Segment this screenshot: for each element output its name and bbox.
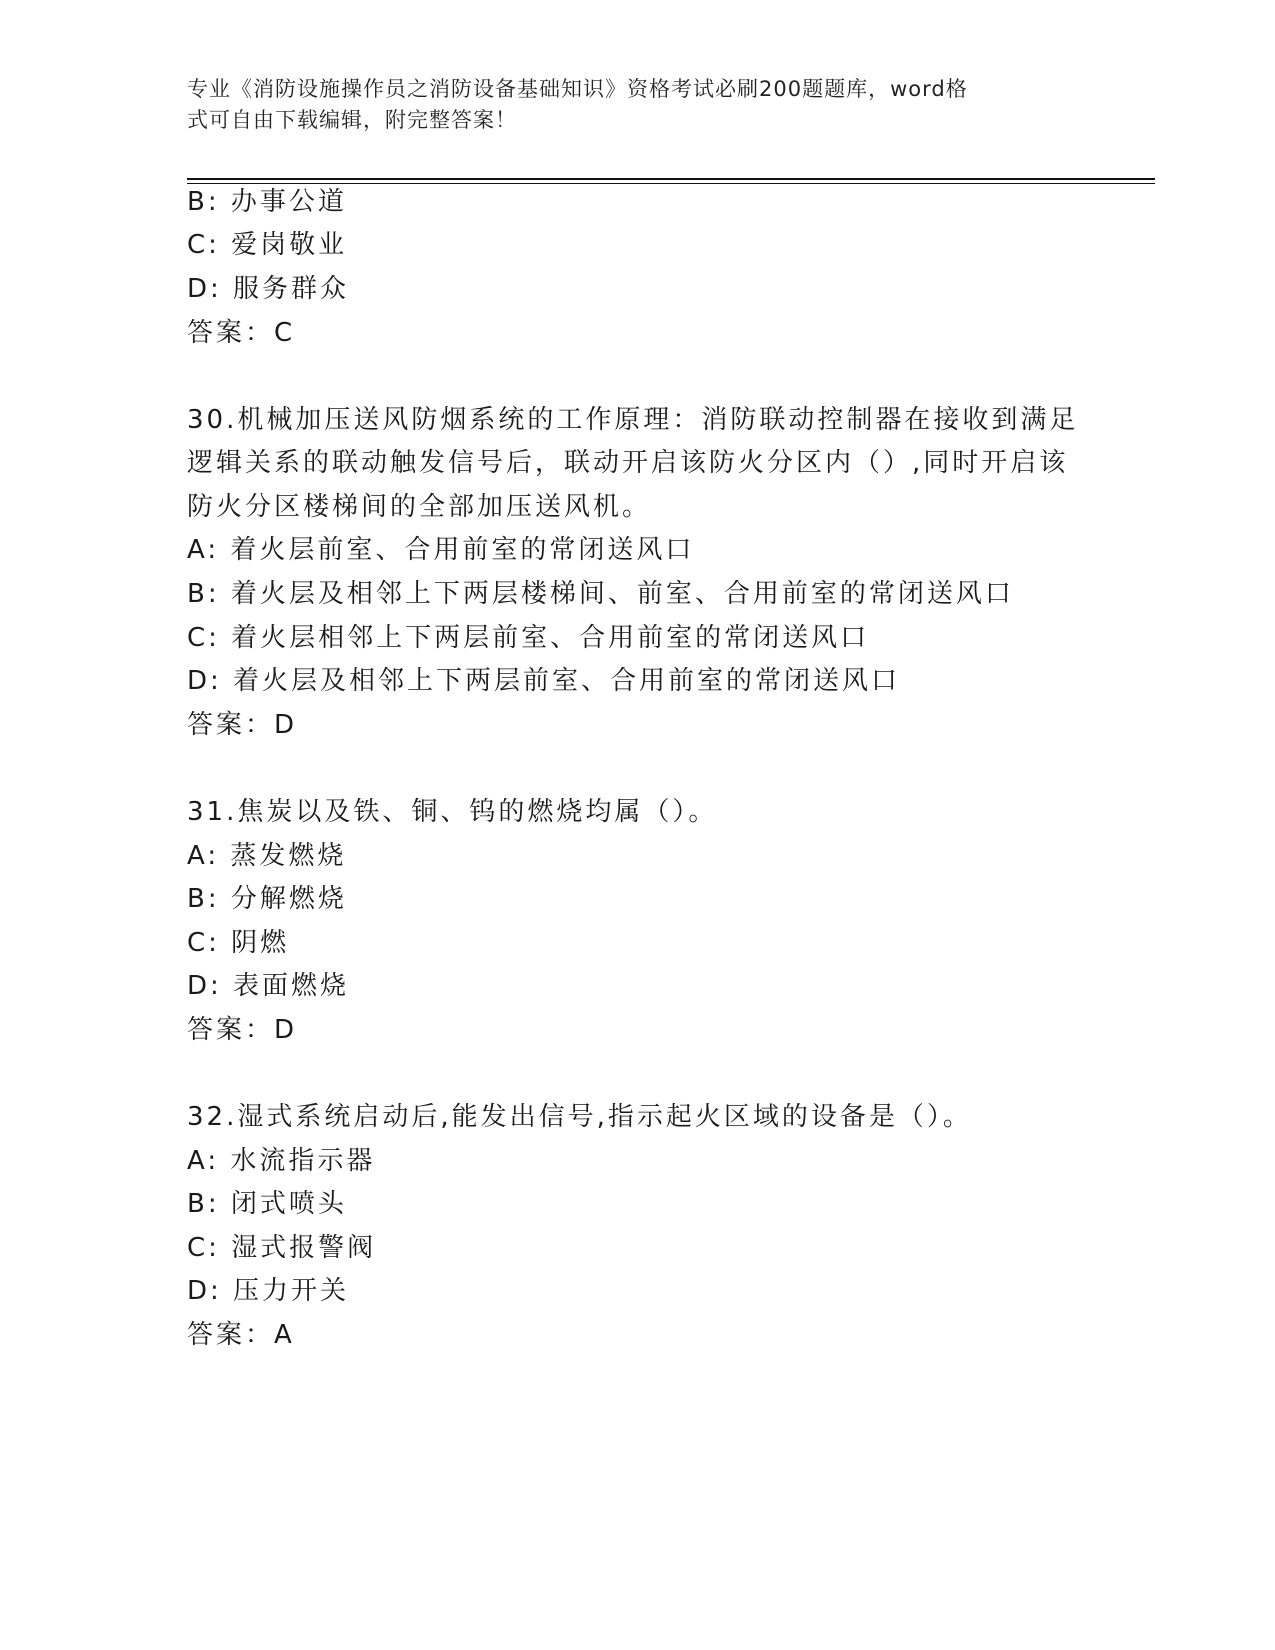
q31-option-c: C: 阴燃 xyxy=(187,928,290,958)
prev-answer: 答案：C xyxy=(187,318,296,348)
q32-option-a: A: 水流指示器 xyxy=(187,1146,376,1176)
prev-option-b: B: 办事公道 xyxy=(187,187,347,217)
q32-answer: 答案：A xyxy=(187,1320,295,1350)
q31-answer: 答案：D xyxy=(187,1015,298,1045)
q30-text-line-1: 30.机械加压送风防烟系统的工作原理：消防联动控制器在接收到满足 xyxy=(187,405,1079,435)
prev-option-d: D: 服务群众 xyxy=(187,274,350,304)
q31-option-d: D: 表面燃烧 xyxy=(187,971,350,1001)
prev-option-c: C: 爱岗敬业 xyxy=(187,230,348,260)
header-line-1: 专业《消防设施操作员之消防设备基础知识》资格考试必刷200题题库，word格 xyxy=(187,77,968,101)
q30-option-c: C: 着火层相邻上下两层前室、合用前室的常闭送风口 xyxy=(187,623,870,653)
document-header xyxy=(187,74,1087,136)
header-divider-thick xyxy=(187,178,1155,180)
q32-option-b: B: 闭式喷头 xyxy=(187,1189,347,1219)
q32-option-c: C: 湿式报警阀 xyxy=(187,1233,377,1263)
q31-option-a: A: 蒸发燃烧 xyxy=(187,841,347,871)
q30-answer: 答案：D xyxy=(187,710,298,740)
q30-option-d: D: 着火层及相邻上下两层前室、合用前室的常闭送风口 xyxy=(187,666,901,696)
q32-text-line-1: 32.湿式系统启动后,能发出信号,指示起火区域的设备是（）。 xyxy=(187,1102,972,1132)
q30-option-a: A: 着火层前室、合用前室的常闭送风口 xyxy=(187,535,695,565)
q30-text-line-3: 防火分区楼梯间的全部加压送风机。 xyxy=(187,492,652,522)
q32-option-d: D: 压力开关 xyxy=(187,1276,350,1306)
q30-option-b: B: 着火层及相邻上下两层楼梯间、前室、合用前室的常闭送风口 xyxy=(187,579,1014,609)
q31-text-line-1: 31.焦炭以及铁、铜、钨的燃烧均属（）。 xyxy=(187,797,718,827)
header-line-2: 式可自由下载编辑，附完整答案！ xyxy=(187,108,517,132)
q31-option-b: B: 分解燃烧 xyxy=(187,884,347,914)
q30-text-line-2: 逻辑关系的联动触发信号后，联动开启该防火分区内（）,同时开启该 xyxy=(187,448,1069,478)
